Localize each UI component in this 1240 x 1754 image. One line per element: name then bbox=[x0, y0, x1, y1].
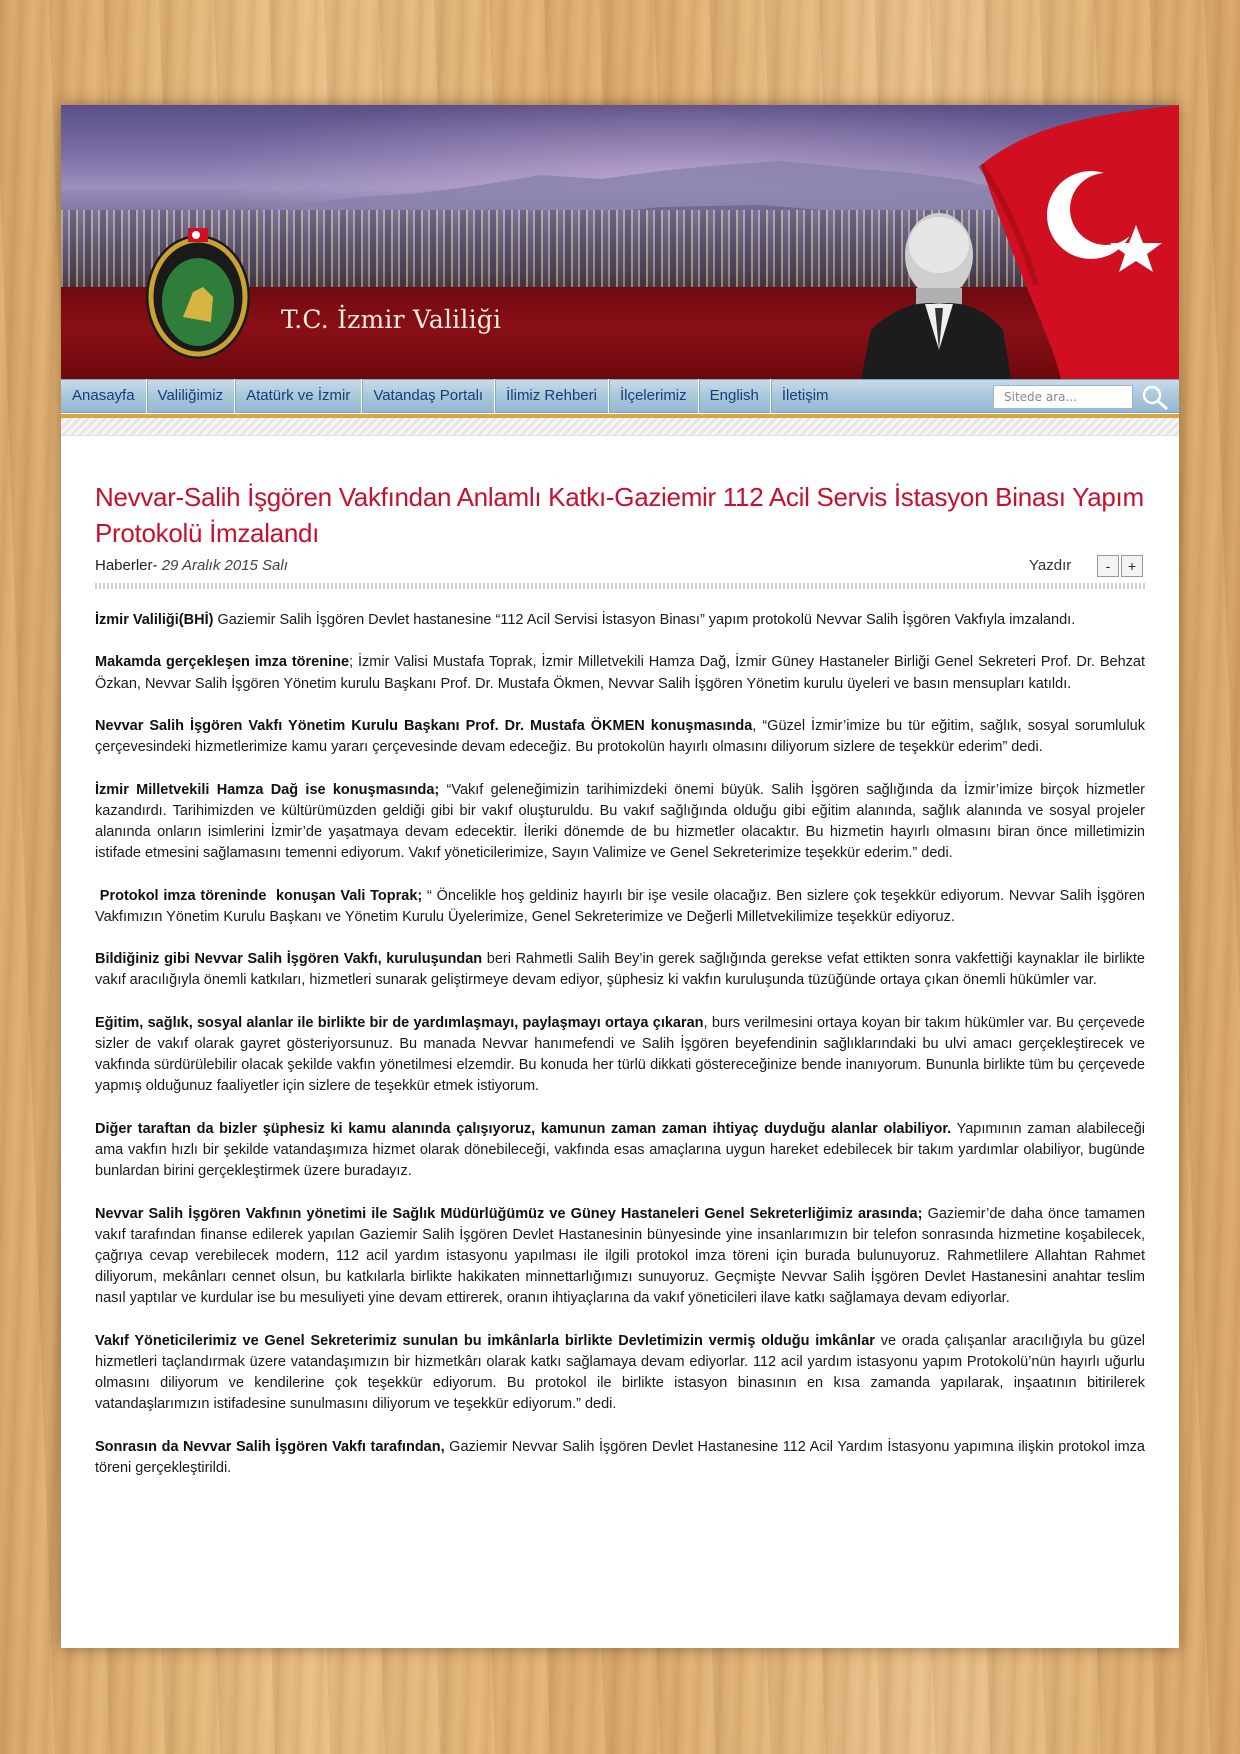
paragraph-lead: Makamda gerçekleşen imza törenine bbox=[95, 654, 350, 671]
header-banner bbox=[61, 105, 1179, 379]
ataturk-portrait bbox=[861, 200, 1011, 379]
article-paragraph bbox=[95, 716, 1145, 758]
nav-item-ilimiz-rehberi[interactable]: İlimiz Rehberi bbox=[495, 379, 609, 413]
paragraph-lead: İzmir Milletvekili Hamza Dağ ise konuşmasında; bbox=[95, 781, 440, 798]
paragraph-text: , “Güzel İzmir’imize bu tür eğitim, sağlık, sosyal sorumluluk çerçevesindeki hizmetlerimize kamu yararı çerçevesinde devam edeceğiz. Bu protokolün hayırlı olmasını diliyorum sizlere de teşekkür ederim” dedi. bbox=[95, 717, 1145, 756]
article-date: 29 Aralık 2015 Salı bbox=[161, 557, 288, 574]
font-smaller-button[interactable]: - bbox=[1097, 555, 1119, 577]
nav-item-iletisim[interactable]: İletişim bbox=[781, 387, 829, 404]
article-paragraph bbox=[95, 780, 1145, 865]
article-body bbox=[95, 610, 1145, 1500]
paragraph-text: Gaziemir Nevvar Salih İşgören Devlet Hastanesine 112 Acil Yardım İstasyonu yapımına ilişkin protokol imza töreni gerçekleştirildi. bbox=[95, 1438, 1145, 1476]
paragraph-text: ve orada çalışanlar aracılığıyla bu güzel hizmetleri taçlandırmak üzere vatandaşımızın bir hizmetkârı olarak katkı sağlamaya devam ediyorlar. 112 acil yardım istasyonu yapım Protokolü’nün hayırlı uğurlu olmasını diliyorum ve kendilerine çok teşekkür ediyorum. Bu protokol ile birlikte istasyon binasının en kısa zamanda yapılarak, inşaatının bitirilerek vatandaşlarımızın istifadesine sunulmasını diliyorum ve teşekkür ediyorum.” dedi. bbox=[95, 1332, 1145, 1413]
izmir-valiligi-emblem bbox=[143, 222, 253, 362]
page-container bbox=[61, 105, 1179, 1648]
main-navigation bbox=[61, 379, 1179, 413]
paragraph-lead: Sonrasın da Nevvar Salih İşgören Vakfı tarafından, bbox=[95, 1438, 445, 1455]
print-link[interactable]: Yazdır bbox=[1029, 557, 1072, 574]
article-paragraph bbox=[95, 1331, 1145, 1416]
nav-item-english[interactable]: English bbox=[699, 379, 771, 413]
nav-item-anasayfa[interactable]: Anasayfa bbox=[61, 379, 147, 413]
paragraph-text: “ Öncelikle hoş geldiniz hayırlı bir işe vesile olacağız. Ben sizlere çok teşekkür ediyorum. Nevvar Salih İşgören Vakfımızın Yönetim Kurulu Başkanı ve Yönetim Kurulu Üyelerimize, Genel Sekreterimize ve Değerli Milletvekilimize teşekkür ediyoruz. bbox=[95, 887, 1145, 925]
paragraph-text: Gaziemir Salih İşgören Devlet hastanesine “112 Acil Servisi İstasyon Binası” yapım protokolü Nevvar Salih İşgören Vakfıyla imzalandı. bbox=[213, 612, 1076, 628]
paragraph-text: , burs verilmesini ortaya koyan bir takım hükümler var. Bu çerçevede sizler de vakıf olarak gayret gösteriyorsunuz. Bu manada Nevvar hanımefendi ve Salih İşgören beyefendinin sağlıklarındaki bu ulvi amacı gerçekleştirecek ve vakfında sürdürülebilir olacak şekilde vakfın yönetilmesi elzemdir. Bu konuda her türlü dikkati göstereceğinize bende inanıyorum. Bununla birlikte tüm bu çerçevede yapmış olduğunuz faaliyetler için sizlere de teşekkür etmek istiyorum. bbox=[95, 1014, 1145, 1095]
article-paragraph bbox=[95, 1437, 1145, 1479]
paragraph-lead: Diğer taraftan da bizler şüphesiz ki kamu alanında çalışıyoruz, kamunun zaman zaman ihtiyaç duyduğu alanlar olabiliyor. bbox=[95, 1120, 952, 1137]
paragraph-lead: Protokol imza töreninde konuşan Vali Toprak; bbox=[95, 887, 423, 904]
paragraph-text: “Vakıf geleneğimizin tarihimizdeki önemi büyük. Salih İşgören sağlığında da İzmir’imize birçok hizmetler kazandırdı. Tarihimizden ve kültürümüzden geldiği gibi bir vakıf oluşturuldu. Bu vakıf sağlığında olduğu gibi eğitim alanında, sağlık alanında ve sosyal projeler alanında onların isimlerini İzmir’de yaşatmaya devam edecektir. İleriki dönemde de bu hizmetler olacaktır. Bu hizmetin hayırlı olmasını biran önce milletimizin istifade etmesini sağlamasını temenni ediyorum. Vakıf yöneticilerimize, Sayın Valimize ve Genel Sekreterimize teşekkür ederim.” dedi. bbox=[95, 781, 1145, 862]
title-divider bbox=[95, 583, 1145, 589]
article-category[interactable]: Haberler- bbox=[95, 557, 158, 574]
article-paragraph bbox=[95, 886, 1145, 928]
nav-item-vatandas-portali[interactable]: Vatandaş Portalı bbox=[362, 379, 495, 413]
article-paragraph bbox=[95, 1204, 1145, 1310]
paragraph-text: ; İzmir Valisi Mustafa Toprak, İzmir Milletvekili Hamza Dağ, İzmir Güney Hastaneler Birliği Genel Sekreteri Prof. Dr. Behzat Özkan, Nevvar Salih İşgören Yönetim kurulu Başkanı Prof. Dr. Mustafa Ökmen, Nevvar Salih İşgören Yönetim kurulu üyeleri ve basın mensupları katıldı. bbox=[95, 654, 1145, 692]
paragraph-lead: Vakıf Yöneticilerimiz ve Genel Sekreterimiz sunulan bu imkânlarla birlikte Devletimizin vermiş olduğu imkânlar bbox=[95, 1332, 875, 1349]
paragraph-lead: Nevvar Salih İşgören Vakfının yönetimi ile Sağlık Müdürlüğümüz ve Güney Hastaneleri Genel Sekreterliğimiz arasında; bbox=[95, 1205, 923, 1222]
paragraph-text: Yapımının zaman alabileceği ama vakfın hızlı bir şekilde vatandaşımıza hizmet olarak dönebileceği, vakfında esas amaçlarına uygun hareket edebilecek bir takım yardımlar olabiliyor, bugünde bunlardan birini gerçekleştirmek üzere buradayız. bbox=[95, 1120, 1145, 1180]
nav-hatch-strip bbox=[61, 418, 1179, 436]
paragraph-text: beri Rahmetli Salih Bey’in gerek sağlığında gerekse vefat ettikten sonra vakfettiği kaynaklar ile birlikte vakıf aracılığıyla önemli katkıları, hizmetleri sunarak geliştirmeye devam ediyor, şüphesiz ki vakfın kuruluşunda tüzüğünde ortaya çıkan önemli hükümler var. bbox=[95, 951, 1145, 989]
paragraph-lead: Nevvar Salih İşgören Vakfı Yönetim Kurulu Başkanı Prof. Dr. Mustafa ÖKMEN konuşmasında bbox=[95, 717, 753, 734]
article-paragraph bbox=[95, 949, 1145, 991]
article-meta bbox=[95, 557, 288, 574]
paragraph-lead: Bildiğiniz gibi Nevvar Salih İşgören Vakfı, kuruluşundan bbox=[95, 951, 483, 968]
paragraph-lead: İzmir Valiliği(BHİ) bbox=[95, 612, 214, 628]
nav-item-ilcelerimiz[interactable]: İlçelerimiz bbox=[609, 379, 699, 413]
nav-item-ataturk-ve-izmir[interactable]: Atatürk ve İzmir bbox=[235, 379, 362, 413]
article-paragraph bbox=[95, 652, 1145, 694]
article-paragraph bbox=[95, 1013, 1145, 1098]
paragraph-lead: Eğitim, sağlık, sosyal alanlar ile birlikte bir de yardımlaşmayı, paylaşmayı ortaya çıkaran bbox=[95, 1014, 704, 1031]
nav-item-valiligimiz[interactable]: Valiliğimiz bbox=[147, 379, 236, 413]
search-icon[interactable] bbox=[1140, 383, 1170, 411]
article-paragraph bbox=[95, 610, 1145, 631]
search-input[interactable]: Sitede ara... bbox=[993, 385, 1133, 409]
site-title: T.C. İzmir Valiliği bbox=[281, 305, 502, 334]
article-title: Nevvar-Salih İşgören Vakfından Anlamlı Katkı-Gaziemir 112 Acil Servis İstasyon Binası Yapım Protokolü İmzalandı bbox=[95, 482, 1144, 548]
article-paragraph bbox=[95, 1119, 1145, 1183]
paragraph-text: Gaziemir’de daha önce tamamen vakıf tarafından finanse edilerek yapılan Gaziemir Salih İşgören Devlet Hastanesinin bünyesinde yine insanlarımızın bir telefon sonrasında hizmetine koşabilecek, çağrıya cevap verebilecek modern, 112 acil yardım istasyonu yapılması ile ilgili protokol imza töreni için burada bulunuyoruz. Rahmetlilere Allahtan Rahmet diliyorum, mekânları cennet olsun, bu katkılarla birlikte hakikaten minnettarlığımızı sunuyoruz. Geçmişte Nevvar Salih İşgören Devlet Hastanesini anahtar teslim nasıl yaptılar ve kurdular ise bu mesuliyeti yine devam ettirerek, oranın ihtiyaçlarına da vakıf yöneticileri ilave katkı sağlamaya devam ediyorlar. bbox=[95, 1205, 1146, 1307]
font-larger-button[interactable]: + bbox=[1121, 555, 1143, 577]
